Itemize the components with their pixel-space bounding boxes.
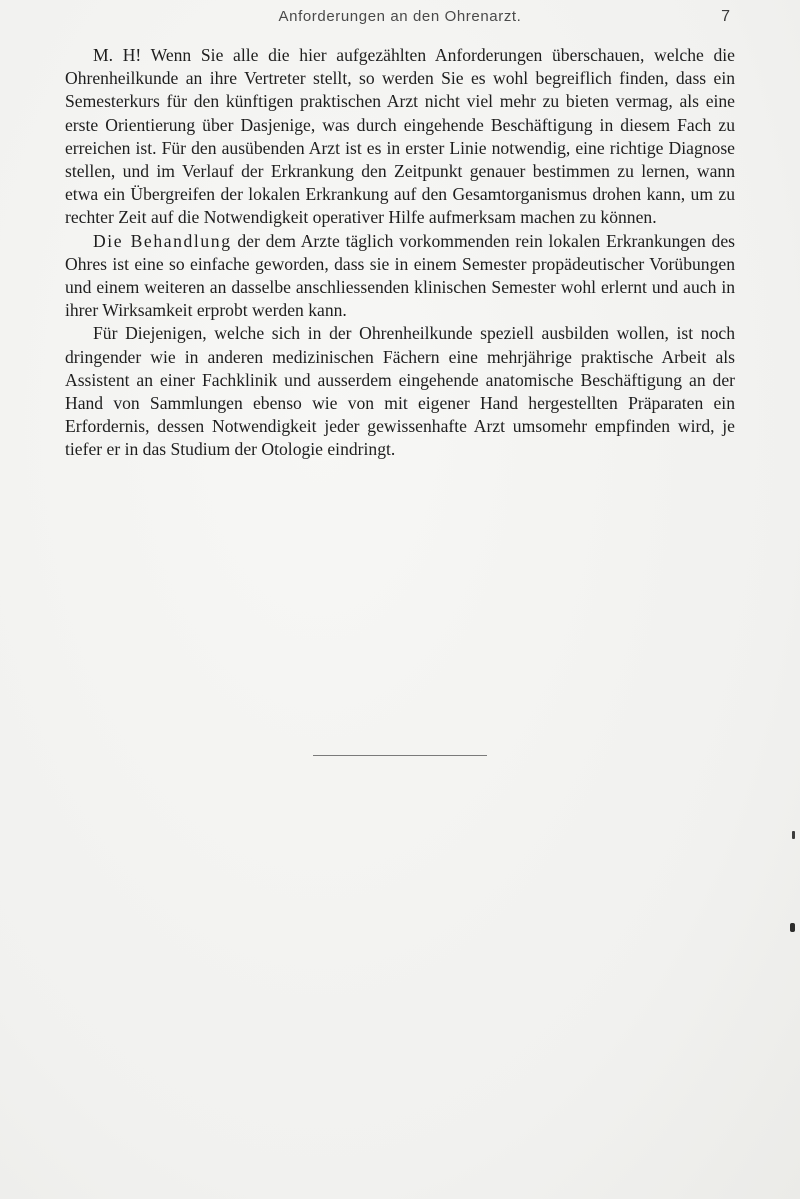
page-number: 7 — [721, 8, 730, 25]
running-title: Anforderungen an den Ohrenarzt. — [278, 8, 522, 25]
paragraph-2-lead: Die Behandlung — [93, 230, 232, 251]
footnote-divider — [313, 755, 487, 756]
paragraph-1: M. H! Wenn Sie alle die hier aufgezählten Anforderungen überschauen, welche die Ohrenheilkunde an ihre Vertreter stellt, so werden Sie es wohl begreiflich finden, dass ein Semesterkurs für den künftigen praktischen Arzt nicht viel mehr zu bieten vermag, als eine erste Orientierung über Dasjenige, was durch eingehende Beschäftigung in diesem Fach zu erreichen ist. Für den ausübenden Arzt ist es in erster Linie notwendig, eine richtige Diagnose stellen, und im Verlauf der Erkrankung den Zeitpunkt genauer bestimmen zu lernen, wann etwa ein Übergreifen der lokalen Erkrankung auf den Gesamtorganismus drohen kann, um zu rechter Zeit auf die Notwendigkeit operativer Hilfe aufmerksam machen zu können. — [65, 45, 735, 228]
paragraph-2-body: der dem Arzte täglich vorkommenden rein lokalen Erkrankungen des Ohres ist eine so einfache geworden, dass sie in einem Semester propädeutischer Vorübungen und einem weiteren an dasselbe anschliessenden klinischen Semester wohl erlernt und auch in ihrer Wirksamkeit erprobt werden kann. — [65, 230, 735, 321]
scan-speck — [790, 923, 795, 932]
paragraph-2 — [65, 230, 735, 323]
scan-speck — [792, 831, 795, 839]
running-header — [0, 6, 800, 30]
body-text — [65, 44, 735, 462]
paragraph-3: Für Diejenigen, welche sich in der Ohrenheilkunde speziell ausbilden wollen, ist noch dringender wie in anderen medizinischen Fächern eine mehrjährige praktische Arbeit als Assistent an einer Fachklinik und ausserdem eingehende anatomische Beschäftigung an der Hand von Sammlungen ebenso wie von mit eigener Hand hergestellten Präparaten ein Erfordernis, dessen Notwendigkeit jeder gewissenhafte Arzt umsomehr empfinden wird, je tiefer er in das Studium der Otologie eindringt. — [65, 323, 735, 460]
